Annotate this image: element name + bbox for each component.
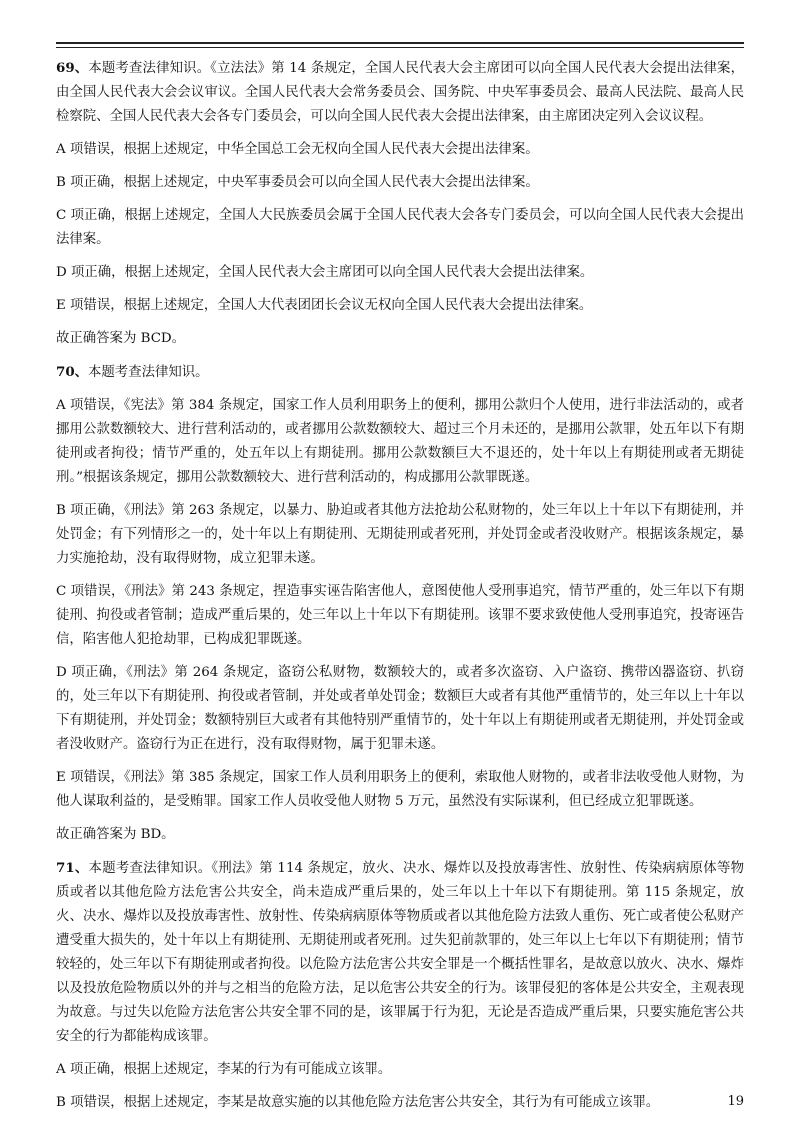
paragraph-text: 故正确答案为 BCD。 — [56, 331, 186, 346]
paragraph-text: B 项正确，根据上述规定，中央军事委员会可以向全国人民代表大会提出法律案。 — [56, 175, 539, 190]
paragraph-q69-option-b — [56, 171, 744, 195]
page-number: 19 — [727, 1094, 744, 1109]
paragraph-text: 本题考查法律知识。 — [88, 365, 209, 380]
paragraph-q70-option-a — [56, 394, 744, 490]
paragraph-q69 — [56, 56, 744, 129]
paragraph-text: 本题考查法律知识。《立法法》第 14 条规定，全国人民代表大会主席团可以向全国人民代表大会提出法律案，由全国人民代表大会会议审议。全国人民代表大会常务委员会、国务院、中央军事委员会、最高人民法院、最高人民检察院、全国人民代表大会各专门委员会，可以向全国人民代表大会提出法律案，由主席团决定列入会议议程。 — [56, 61, 744, 124]
paragraph-q71-option-b — [56, 1091, 744, 1115]
paragraph-text: E 项错误，根据上述规定，全国人大代表团团长会议无权向全国人民代表大会提出法律案。 — [56, 298, 593, 313]
paragraph-q69-option-c — [56, 204, 744, 252]
paragraph-text: C 项错误，《刑法》第 243 条规定，捏造事实诬告陷害他人，意图使他人受刑事追究，情节严重的，处三年以下有期徒刑、拘役或者管制；造成严重后果的，处三年以上十年以下有期徒刑。该罪不要求致使他人受刑事追究，投寄诬告信，陷害他人犯抢劫罪，已构成犯罪既遂。 — [56, 584, 744, 647]
paragraph-q70-option-e — [56, 766, 744, 814]
paragraph-q69-answer — [56, 327, 744, 351]
paragraph-q70-answer — [56, 823, 744, 847]
paragraph-q69-option-e — [56, 294, 744, 318]
paragraph-q71-option-a — [56, 1058, 744, 1082]
question-number: 71、 — [56, 860, 89, 876]
answer-explanations — [56, 56, 744, 1124]
paragraph-text: C 项正确，根据上述规定，全国人大民族委员会属于全国人民代表大会各专门委员会，可以向全国人民代表大会提出法律案。 — [56, 208, 744, 247]
paragraph-q69-option-a — [56, 138, 744, 162]
paragraph-text: E 项错误，《刑法》第 385 条规定，国家工作人员利用职务上的便利，索取他人财物的，或者非法收受他人财物，为他人谋取利益的，是受贿罪。国家工作人员收受他人财物 5 万元，虽然没有实际谋利，但已经成立犯罪既遂。 — [56, 770, 744, 809]
header-rule-thin — [56, 47, 744, 48]
paragraph-text: A 项错误，根据上述规定，中华全国总工会无权向全国人民代表大会提出法律案。 — [56, 142, 539, 157]
paragraph-q70-option-c — [56, 580, 744, 652]
paragraph-q69-option-d — [56, 261, 744, 285]
paragraph-text: B 项正确，《刑法》第 263 条规定，以暴力、胁迫或者其他方法抢劫公私财物的，处三年以上十年以下有期徒刑，并处罚金；有下列情形之一的，处十年以上有期徒刑、无期徒刑或者死刑，并处罚金或者没收财产。根据该条规定，暴力实施抢劫，没有取得财物，成立犯罪未遂。 — [56, 503, 744, 566]
paragraph-q70-option-d — [56, 661, 744, 757]
paragraph-text: 故正确答案为 BD。 — [56, 827, 175, 842]
paragraph-q70-option-b — [56, 499, 744, 571]
paragraph-text: A 项错误，《宪法》第 384 条规定，国家工作人员利用职务上的便利，挪用公款归个人使用，进行非法活动的，或者挪用公款数额较大、进行营利活动的，或者挪用公款数额较大、超过三个月未还的，是挪用公款罪，处五年以下有期徒刑或者拘役；情节严重的，处五年以上有期徒刑。挪用公款数额巨大不退还的，处十年以上有期徒刑或者无期徒刑。”根据该条规定，挪用公款数额较大、进行营利活动的，构成挪用公款罪既遂。 — [56, 398, 744, 485]
paragraph-q70 — [56, 360, 744, 385]
paragraph-text: A 项正确，根据上述规定，李某的行为有可能成立该罪。 — [56, 1062, 392, 1077]
paragraph-text: 本题考查法律知识。《刑法》第 114 条规定，放火、决水、爆炸以及投放毒害性、放射性、传染病病原体等物质或者以其他危险方法危害公共安全，尚未造成严重后果的，处三年以上十年以下有期徒刑。第 115 条规定，放火、决水、爆炸以及投放毒害性、放射性、传染病病原体等物质或者以其他危险方法致人重伤、死亡或者使公私财产遭受重大损失的，处十年以上有期徒刑、无期徒刑或者死刑。过失犯前款罪的，处三年以上七年以下有期徒刑；情节较轻的，处三年以下有期徒刑或者拘役。以危险方法危害公共安全罪是一个概括性罪名，是故意以放火、决水、爆炸以及投放危险物质以外的并与之相当的危险方法，足以危害公共安全的行为。该罪侵犯的客体是公共安全，主观表现为故意。与过失以危险方法危害公共安全罪不同的是，该罪属于行为犯，无论是否造成严重后果，只要实施危害公共安全的行为都能构成该罪。 — [56, 861, 744, 1044]
paragraph-text: B 项错误，根据上述规定，李某是故意实施的以其他危险方法危害公共安全，其行为有可能成立该罪。 — [56, 1095, 660, 1110]
paragraph-text: D 项正确，《刑法》第 264 条规定，盗窃公私财物，数额较大的，或者多次盗窃、入户盗窃、携带凶器盗窃、扒窃的，处三年以下有期徒刑、拘役或者管制，并处或者单处罚金；数额巨大或者有其他严重情节的，处三年以上十年以下有期徒刑，并处罚金；数额特别巨大或者有其他特别严重情节的，处十年以上有期徒刑或者无期徒刑，并处罚金或者没收财产。盗窃行为正在进行，没有取得财物，属于犯罪未遂。 — [56, 665, 744, 752]
paragraph-q71 — [56, 856, 744, 1049]
header-rule-thick — [56, 42, 744, 44]
question-number: 69、 — [56, 60, 89, 76]
paragraph-text: D 项正确，根据上述规定，全国人民代表大会主席团可以向全国人民代表大会提出法律案。 — [56, 265, 594, 280]
question-number: 70、 — [56, 364, 89, 380]
